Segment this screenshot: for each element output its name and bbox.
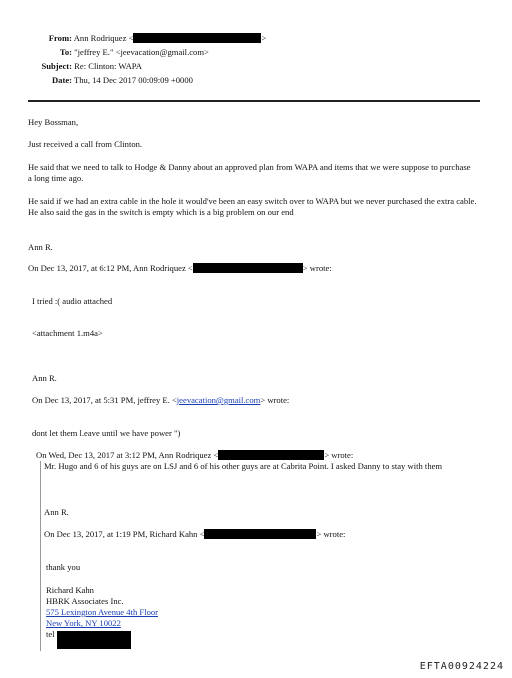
quote-3-pre: On Wed, Dec 13, 2017 at 3:12 PM, Ann Rodriquez < (36, 450, 219, 460)
quote-4-pre: On Dec 13, 2017, at 1:19 PM, Richard Kahn < (44, 529, 205, 539)
address-link-2[interactable]: New York, NY 10022 (46, 618, 121, 628)
quote-3-post: > wrote: (324, 450, 354, 460)
quote-2-text: dont let them l.eave until we have power ") (32, 428, 181, 438)
address-link-1[interactable]: 575 Lexington Avenue 4th Floor (46, 607, 159, 617)
redaction-box (193, 263, 303, 273)
greeting: Hey Bossman, (28, 117, 79, 127)
redaction-box (218, 450, 324, 460)
quote-3-text: Mr. Hugo and 6 of his guys are on LSJ and 6 of his other guys are at Cabrita Point. I asked Danny to stay with them (44, 461, 443, 471)
signature-ann-2: Ann R. (32, 373, 57, 383)
subject-value: Re: Clinton: WAPA (74, 61, 142, 71)
quote-1-post: > wrote: (302, 263, 332, 273)
tel-label: tel (46, 629, 55, 639)
from-close: > (261, 33, 267, 43)
redaction-box (57, 631, 131, 649)
paragraph-2: He said that we need to talk to Hodge & Danny about an approved plan from WAPA and items that we were suppose to purchase a long time ago. (28, 162, 471, 183)
from-value: Ann Rodriquez < (73, 33, 134, 43)
from-line (20, 33, 266, 43)
quote-bar (40, 461, 41, 651)
paragraph-1: Just received a call from Clinton. (28, 139, 143, 149)
quote-2-pre: On Dec 13, 2017, at 5:31 PM, jeffrey E. < (32, 395, 177, 405)
header-divider (28, 100, 480, 102)
quote-header-4 (44, 529, 345, 539)
date-line (20, 75, 193, 85)
quote-1-pre: On Dec 13, 2017, at 6:12 PM, Ann Rodriquez < (28, 263, 193, 273)
quote-1-text: I tried :( audio attached (32, 296, 113, 306)
signature-ann-3: Ann R. (44, 507, 69, 517)
quote-2-post: > wrote: (260, 395, 290, 405)
to-label: To: (59, 47, 72, 57)
attachment-link[interactable]: <attachment 1.m4a> (32, 328, 103, 338)
signature-ann: Ann R. (28, 242, 53, 252)
date-value: Thu, 14 Dec 2017 00:09:09 +0000 (74, 75, 193, 85)
quote-4-post: > wrote: (316, 529, 346, 539)
date-label: Date: (51, 75, 72, 85)
quote-header-2 (32, 395, 289, 405)
sig-name: Richard Kahn (46, 585, 94, 595)
subject-label: Subject: (41, 61, 72, 71)
from-label: From: (48, 33, 72, 43)
to-value: "jeffrey E." <jeevacation@gmail.com> (74, 47, 209, 57)
to-line (20, 47, 209, 57)
quote-4-text: thank you (46, 562, 81, 572)
subject-line (20, 61, 142, 71)
redaction-box (133, 33, 261, 43)
paragraph-3: He said if we had an extra cable in the hole it would've been an easy switch over to WAPA but we never purchased the extra cable. He also said the gas in the switch is empty which is a big problem on our end (28, 196, 477, 217)
quote-header-1 (28, 263, 332, 273)
redaction-box (204, 529, 316, 539)
email-link[interactable]: jeevacation@gmail.com (176, 395, 261, 405)
sig-tel (46, 629, 131, 649)
quote-header-3 (36, 450, 353, 460)
sig-company: HBRK Associates Inc. (46, 596, 124, 606)
bates-number: EFTA00924224 (419, 661, 504, 672)
